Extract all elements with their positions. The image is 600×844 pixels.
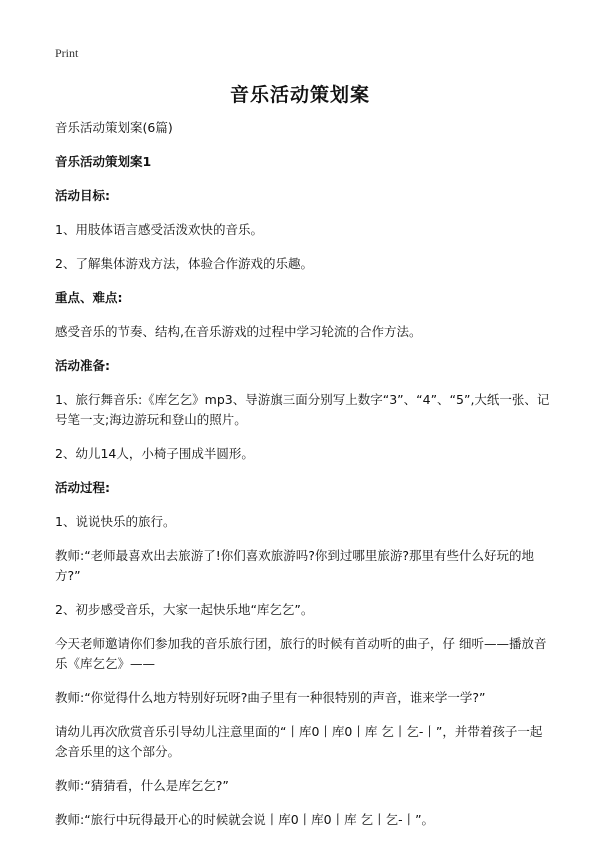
document-body (55, 118, 550, 844)
paragraph: 请幼儿再次欣赏音乐引导幼儿注意里面的“丨库0丨库0丨库 乞丨乞-丨”，并带着孩子一起念音乐里的这个部分。 (55, 724, 543, 759)
paragraph: 音乐活动策划案(6篇) (55, 120, 173, 135)
paragraph: 感受音乐的节奏、结构,在音乐游戏的过程中学习轮流的合作方法。 (55, 324, 422, 339)
paragraph: 1、说说快乐的旅行。 (55, 514, 176, 529)
section-heading: 重点、难点: (55, 290, 123, 305)
print-label: Print (55, 46, 79, 60)
section-heading: 音乐活动策划案1 (55, 154, 152, 169)
paragraph: 2、幼儿14人，小椅子围成半圆形。 (55, 446, 254, 461)
paragraph: 2、初步感受音乐，大家一起快乐地“库乞乞”。 (55, 602, 314, 617)
paragraph: 今天老师邀请你们参加我的音乐旅行团，旅行的时候有首动听的曲子，仔 细听——播放音乐《库乞乞》—— (55, 636, 547, 671)
paragraph: 教师:“旅行中玩得最开心的时候就会说丨库0丨库0丨库 乞丨乞-丨”。 (55, 812, 435, 827)
paragraph: 教师:“猜猜看，什么是库乞乞?” (55, 778, 229, 793)
paragraph: 教师:“老师最喜欢出去旅游了!你们喜欢旅游吗?你到过哪里旅游?那里有些什么好玩的地方?” (55, 548, 534, 583)
section-heading: 活动过程: (55, 480, 110, 495)
paragraph: 1、旅行舞音乐:《库乞乞》mp3、导游旗三面分别写上数字“3”、“4”、“5”,大纸一张、记号笔一支;海边游玩和登山的照片。 (55, 392, 550, 427)
paragraph: 教师:“你觉得什么地方特别好玩呀?曲子里有一种很特别的声音，谁来学一学?” (55, 690, 486, 705)
section-heading: 活动准备: (55, 358, 110, 373)
section-heading: 活动目标: (55, 188, 110, 203)
paragraph: 1、用肢体语言感受活泼欢快的音乐。 (55, 222, 263, 237)
document-title: 音乐活动策划案 (229, 84, 370, 106)
paragraph: 2、了解集体游戏方法，体验合作游戏的乐趣。 (55, 256, 313, 271)
